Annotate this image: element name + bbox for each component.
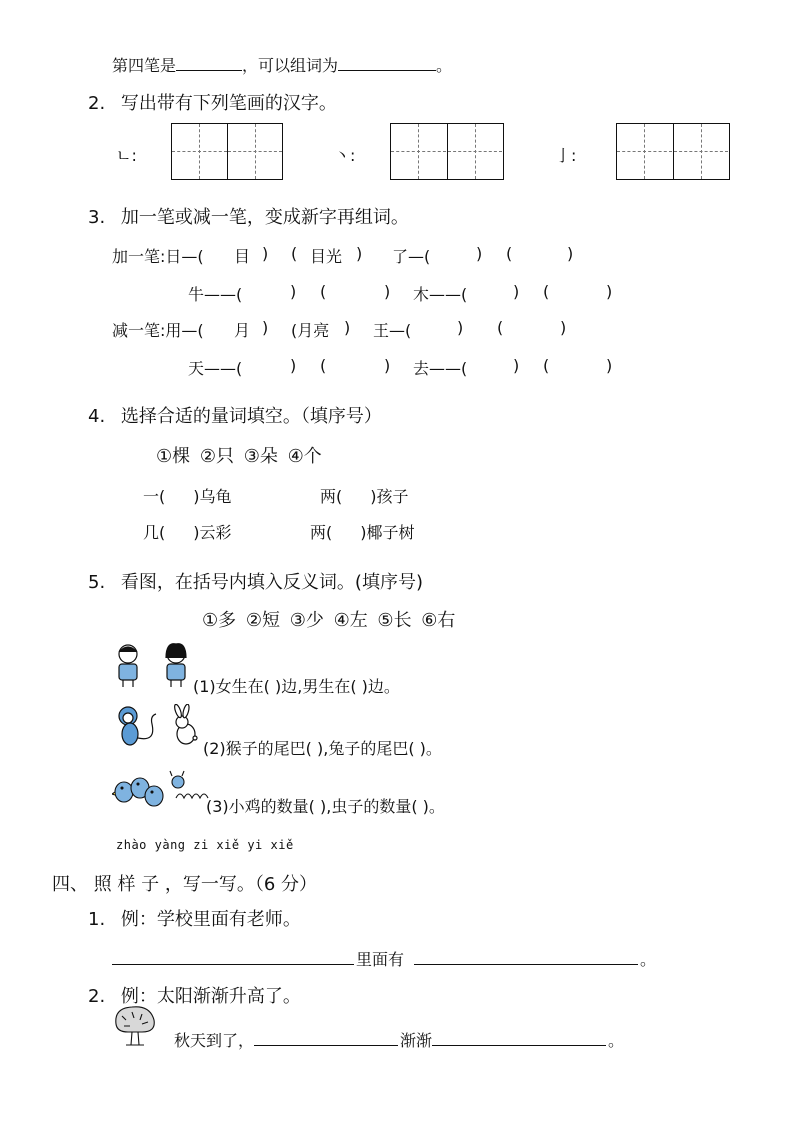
question-text: 看图，在括号内填入反义词。(填序号) bbox=[120, 572, 423, 593]
q3-text: ) bbox=[560, 318, 567, 337]
q5-line-1: (1)女生在( )边,男生在( )边。 bbox=[193, 677, 400, 696]
q3-text: 木——( bbox=[413, 285, 468, 304]
q3-text: ) bbox=[356, 244, 363, 263]
section4-answer-line-1 bbox=[112, 947, 656, 970]
q5-line-2: (2)猴子的尾巴( ),兔子的尾巴( )。 bbox=[203, 739, 442, 758]
q3-text: 了—( bbox=[392, 247, 431, 266]
answer-blank[interactable] bbox=[432, 1031, 606, 1046]
question-3 bbox=[88, 203, 409, 229]
q4-item-post: )乌龟 bbox=[193, 487, 232, 506]
q4-item bbox=[143, 484, 232, 507]
q4-options: ①棵 ②只 ③朵 ④个 bbox=[156, 446, 322, 467]
q3-answer: 目光 bbox=[310, 247, 343, 266]
connector-text: 渐渐 bbox=[400, 1031, 433, 1050]
q4-item bbox=[310, 520, 415, 543]
section4-question-1 bbox=[88, 905, 301, 931]
q4-item-pre: 两( bbox=[310, 523, 333, 542]
q4-item-pre: 几( bbox=[143, 523, 166, 542]
q4-item bbox=[143, 520, 232, 543]
q3-text: ( bbox=[543, 282, 550, 301]
question-number: 1. bbox=[88, 909, 106, 930]
q3-text: ) bbox=[262, 244, 269, 263]
question-4 bbox=[88, 402, 382, 428]
q3-text: ) bbox=[290, 282, 297, 301]
chicks-worm-picture bbox=[112, 768, 212, 810]
answer-blank[interactable] bbox=[112, 950, 354, 965]
question-number: 2. bbox=[88, 986, 106, 1007]
q4-item-post: )椰子树 bbox=[360, 523, 415, 542]
question-2 bbox=[88, 89, 337, 115]
example-text: 例：学校里面有老师。 bbox=[120, 909, 301, 930]
q3-text: ( bbox=[320, 282, 327, 301]
q3-text: ) bbox=[513, 282, 520, 301]
q3-text: ( bbox=[506, 244, 513, 263]
q3-text: 王—( bbox=[373, 321, 412, 340]
lead-text: 秋天到了， bbox=[174, 1031, 255, 1050]
top-line-suffix: 。 bbox=[436, 56, 453, 75]
q3-text: ( bbox=[291, 244, 298, 263]
q3-text: ) bbox=[290, 356, 297, 375]
writing-grid[interactable] bbox=[390, 123, 504, 180]
q3-text: ) bbox=[457, 318, 464, 337]
question-text: 选择合适的量词填空。（填序号） bbox=[120, 406, 382, 427]
q5-options: ①多 ②短 ③少 ④左 ⑤长 ⑥右 bbox=[202, 610, 456, 631]
question-number: 4. bbox=[88, 406, 106, 427]
q4-item-post: )孩子 bbox=[370, 487, 409, 506]
stroke-label-2: 丶: bbox=[334, 146, 356, 165]
tree-picture bbox=[112, 1004, 158, 1046]
q3-text: ) bbox=[567, 244, 574, 263]
q3-text: ( bbox=[320, 356, 327, 375]
q3-answer: (月亮 bbox=[291, 321, 330, 340]
question-number: 2. bbox=[88, 93, 106, 114]
q3-text: ) bbox=[262, 318, 269, 337]
example-text: 例：太阳渐渐升高了。 bbox=[120, 986, 301, 1007]
q3-text: ) bbox=[513, 356, 520, 375]
q3-text: 天——( bbox=[188, 359, 243, 378]
section4-answer-line-2 bbox=[174, 1028, 624, 1051]
end-punctuation: 。 bbox=[640, 950, 657, 969]
answer-blank[interactable] bbox=[338, 56, 436, 71]
top-line-prefix: 第四笔是 bbox=[112, 56, 177, 75]
top-line bbox=[112, 53, 452, 76]
question-text: 加一笔或减一笔，变成新字再组词。 bbox=[120, 207, 409, 228]
q3-text: 牛——( bbox=[188, 285, 243, 304]
writing-grid[interactable] bbox=[171, 123, 283, 180]
pinyin-line: zhào yàng zi xiě yi xiě bbox=[116, 838, 294, 852]
top-line-middle: ，可以组词为 bbox=[242, 56, 339, 75]
q3-text: 减一笔:用—( bbox=[112, 321, 204, 340]
q4-item-post: )云彩 bbox=[193, 523, 232, 542]
q3-text: ( bbox=[497, 318, 504, 337]
end-punctuation: 。 bbox=[608, 1031, 625, 1050]
stroke-label-3: 亅: bbox=[555, 146, 577, 165]
section-4-heading: 四、 照 样 子 ，写一写。（6 分） bbox=[52, 874, 318, 895]
writing-grid[interactable] bbox=[616, 123, 730, 180]
q3-text: ) bbox=[384, 356, 391, 375]
q3-text: ) bbox=[606, 356, 613, 375]
q3-text: ) bbox=[344, 318, 351, 337]
q3-text: 去——( bbox=[413, 359, 468, 378]
answer-blank[interactable] bbox=[254, 1031, 398, 1046]
stroke-label-1: ㄴ: bbox=[116, 146, 137, 165]
connector-text: 里面有 bbox=[356, 950, 405, 969]
q3-answer: 月 bbox=[234, 321, 251, 340]
q4-item-pre: 一( bbox=[143, 487, 166, 506]
q3-text: 加一笔:日—( bbox=[112, 247, 204, 266]
q3-answer: 目 bbox=[234, 247, 251, 266]
q3-text: ) bbox=[384, 282, 391, 301]
monkey-rabbit-picture bbox=[112, 704, 202, 752]
answer-blank[interactable] bbox=[176, 56, 242, 71]
q4-item bbox=[320, 484, 409, 507]
boy-girl-picture bbox=[110, 640, 200, 690]
question-number: 3. bbox=[88, 207, 106, 228]
q3-text: ( bbox=[543, 356, 550, 375]
q3-text: ) bbox=[476, 244, 483, 263]
question-number: 5. bbox=[88, 572, 106, 593]
answer-blank[interactable] bbox=[414, 950, 638, 965]
question-text: 写出带有下列笔画的汉字。 bbox=[120, 93, 337, 114]
q3-text: ) bbox=[606, 282, 613, 301]
question-5 bbox=[88, 568, 423, 594]
q5-line-3: (3)小鸡的数量( ),虫子的数量( )。 bbox=[206, 797, 445, 816]
q4-item-pre: 两( bbox=[320, 487, 343, 506]
